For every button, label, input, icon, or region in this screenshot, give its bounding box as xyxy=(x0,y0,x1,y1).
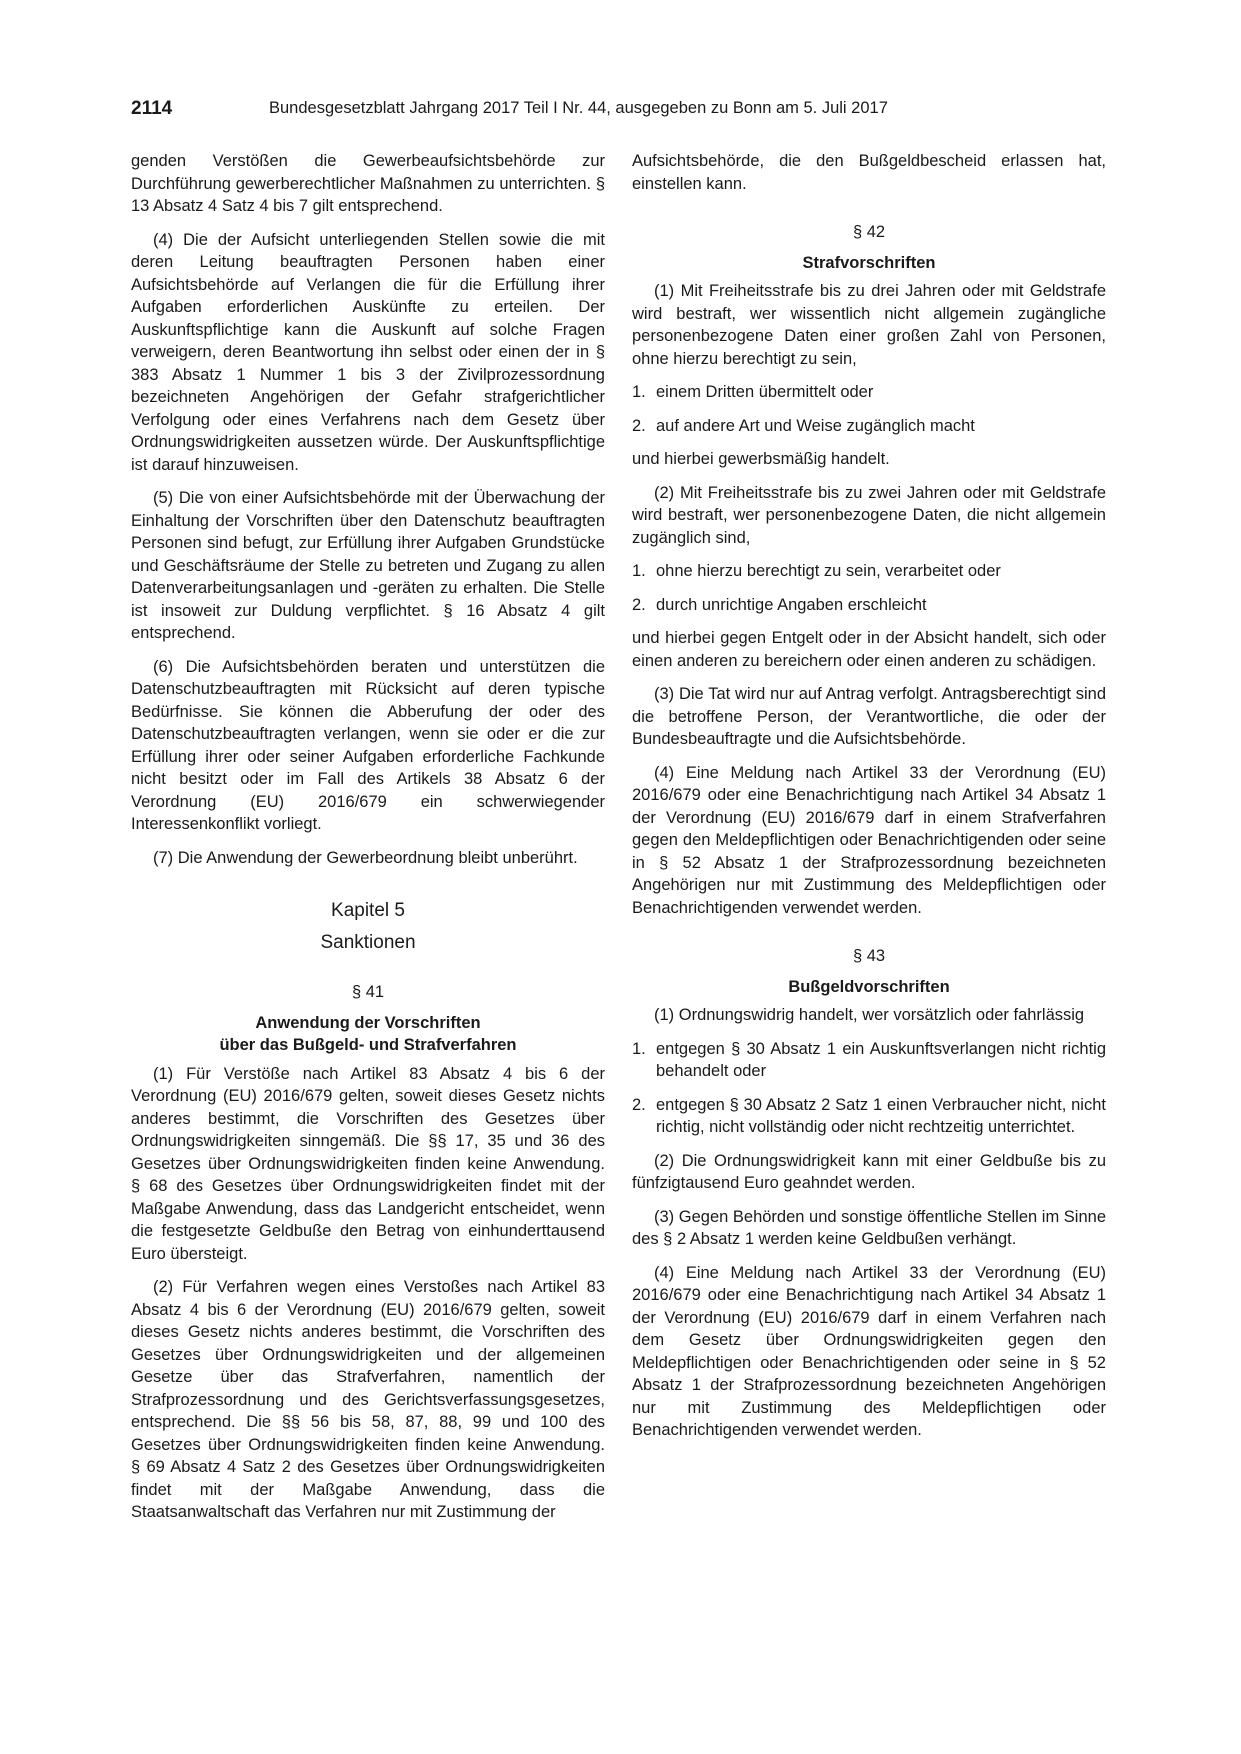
section-43-number: § 43 xyxy=(852,947,886,965)
paragraph-5: (5) Die von einer Aufsichtsbehörde mit der Überwachung der Einhaltung der Vorschriften über den Datenschutz beauftragten Personen sind befugt, zur Erfüllung ihrer Aufgaben Grundstücke und Geschäftsräume der Stelle zu betreten und Zugang zu allen Datenverarbeitungsanlagen und -geräten zu erhalten. Die Stelle ist insoweit zur Duldung verpflichtet. § 16 Absatz 4 gilt entsprechend. xyxy=(131,489,605,642)
paragraph-4: (4) Die der Aufsicht unterliegenden Stellen sowie die mit deren Leitung beauftragten Personen haben einer Aufsichtsbehörde auf Verlangen die für die Erfüllung ihrer Aufgaben erforderlichen Auskünfte zu erteilen. Der Auskunftspflichtige kann die Auskunft auf solche Fragen verweigern, deren Beantwortung ihn selbst oder einen der in § 383 Absatz 1 Nummer 1 bis 3 der Zivilprozessordnung bezeichneten Angehörigen der Gefahr strafgerichtlicher Verfolgung oder eines Verfahrens nach dem Gesetz über Ordnungswidrigkeiten aussetzen würde. Der Auskunftspflichtige ist darauf hinzuweisen. xyxy=(131,230,605,474)
section-42-paragraph-3: (3) Die Tat wird nur auf Antrag verfolgt. Antragsberechtigt sind die betroffene Person, der Verantwortliche, die oder der Bundesbeauftragte und die Aufsichtsbehörde. xyxy=(632,685,1106,748)
list-number: 2. xyxy=(632,1095,646,1114)
page-number: 2114 xyxy=(131,98,173,119)
list-text: entgegen § 30 Absatz 1 ein Auskunftsverlangen nicht richtig behandelt oder xyxy=(656,1039,1106,1080)
paragraph-7: (7) Die Anwendung der Gewerbeordnung bleibt unberührt. xyxy=(153,848,578,867)
section-43-paragraph-1: (1) Ordnungswidrig handelt, wer vorsätzlich oder fahrlässig xyxy=(654,1006,1085,1024)
section-42-paragraph-2-tail: und hierbei gegen Entgelt oder in der Absicht handelt, sich oder einen anderen zu bereichern oder einen anderen zu schädigen. xyxy=(632,629,1106,670)
running-head: Bundesgesetzblatt Jahrgang 2017 Teil I Nr. 44, ausgegeben zu Bonn am 5. Juli 2017 xyxy=(269,99,888,117)
right-column xyxy=(632,150,1106,1442)
section-41-number: § 41 xyxy=(351,983,385,1001)
section-41-title xyxy=(131,1012,605,1057)
section-41-paragraph-2: (2) Für Verfahren wegen eines Verstoßes nach Artikel 83 Absatz 4 bis 6 der Verordnung (EU) 2016/679 gelten, soweit dieses Gesetz nichts anderes bestimmt, die Vorschriften des Gesetzes über Ordnungswidrigkeiten und der allgemeinen Gesetze über das Strafverfahren, namentlich der Strafprozessordnung und des Gerichtsverfassungsgesetzes, entsprechend. Die §§ 56 bis 58, 87, 88, 99 und 100 des Gesetzes über Ordnungswidrigkeiten finden keine Anwendung. § 69 Absatz 4 Satz 2 des Gesetzes über Ordnungswidrigkeiten findet mit der Maßgabe Anwendung, dass die Staatsanwaltschaft das Verfahren nur mit Zustimmung der xyxy=(131,1278,605,1521)
list-item xyxy=(632,1094,1106,1139)
section-42-title: Strafvorschriften xyxy=(802,253,936,272)
left-column xyxy=(131,150,605,1524)
chapter-number: Kapitel 5 xyxy=(331,900,405,921)
section-43-title: Bußgeldvorschriften xyxy=(788,977,950,996)
list-item xyxy=(632,1038,1106,1083)
list-text: einem Dritten übermittelt oder xyxy=(656,383,874,401)
list-number: 2. xyxy=(632,416,646,435)
list-number: 2. xyxy=(632,595,646,614)
page-header xyxy=(131,98,1111,122)
list-number: 1. xyxy=(632,562,646,580)
list-text: durch unrichtige Angaben erschleicht xyxy=(656,595,927,614)
section-41-paragraph-1: (1) Für Verstöße nach Artikel 83 Absatz 4 bis 6 der Verordnung (EU) 2016/679 gelten, soweit dieses Gesetz nichts anderes bestimmt, die Vorschriften des Gesetzes über Ordnungswidrigkeiten sinngemäß. Die §§ 17, 35 und 36 des Gesetzes über Ordnungswidrigkeiten finden keine Anwendung. § 68 des Gesetzes über Ordnungswidrigkeiten findet mit der Maßgabe Anwendung, dass das Landgericht entscheidet, wenn die festgesetzte Geldbuße den Betrag von einhunderttausend Euro übersteigt. xyxy=(131,1064,605,1263)
list-number: 1. xyxy=(632,383,646,401)
list-number: 1. xyxy=(632,1039,646,1058)
continued-paragraph: genden Verstößen die Gewerbeaufsichtsbehörde zur Durchführung gewerberechtlicher Maßnahmen zu unterrichten. § 13 Absatz 4 Satz 4 bis 7 gilt entsprechend. xyxy=(131,152,605,215)
list-item xyxy=(632,415,1106,438)
section-41-title-line-2: über das Bußgeld- und Strafverfahren xyxy=(219,1036,517,1054)
section-42-number: § 42 xyxy=(852,223,886,241)
section-42-paragraph-1-tail: und hierbei gewerbsmäßig handelt. xyxy=(632,450,890,468)
list-item xyxy=(632,381,1106,404)
section-42-paragraph-1: (1) Mit Freiheitsstrafe bis zu drei Jahren oder mit Geldstrafe wird bestraft, wer wissentlich nicht allgemein zugängliche personenbezogene Daten einer großen Zahl von Personen, ohne hierzu berechtigt zu sein, xyxy=(632,282,1106,368)
section-42-paragraph-2: (2) Mit Freiheitsstrafe bis zu zwei Jahren oder mit Geldstrafe wird bestraft, wer personenbezogene Daten, die nicht allgemein zugänglich sind, xyxy=(632,483,1106,547)
chapter-title: Sanktionen xyxy=(320,932,416,953)
list-item xyxy=(632,560,1106,583)
section-43-paragraph-4: (4) Eine Meldung nach Artikel 33 der Verordnung (EU) 2016/679 oder eine Benachrichtigung nach Artikel 34 Absatz 1 der Verordnung (EU) 2016/679 darf in einem Verfahren nach dem Gesetz über Ordnungswidrigkeiten gegen den Meldepflichtigen oder Benachrichtigenden oder seine in § 52 Absatz 1 der Strafprozessordnung bezeichneten Angehörigen nur mit Zustimmung des Meldepflichtigen oder Benachrichtigenden verwendet werden. xyxy=(632,1263,1106,1439)
section-42-paragraph-4: (4) Eine Meldung nach Artikel 33 der Verordnung (EU) 2016/679 oder eine Benachrichtigung nach Artikel 34 Absatz 1 der Verordnung (EU) 2016/679 darf in einem Strafverfahren gegen den Meldepflichtigen oder Benachrichtigenden oder seine in § 52 Absatz 1 der Strafprozessordnung bezeichneten Angehörigen nur mit Zustimmung des Meldepflichtigen oder Benachrichtigenden verwendet werden. xyxy=(632,763,1106,917)
section-41-title-line-1: Anwendung der Vorschriften xyxy=(255,1013,481,1032)
list-text: ohne hierzu berechtigt zu sein, verarbeitet oder xyxy=(656,562,1001,580)
list-text: entgegen § 30 Absatz 2 Satz 1 einen Verbraucher nicht, nicht richtig, nicht vollständig oder nicht rechtzeitig unterrichtet. xyxy=(656,1095,1106,1136)
list-item xyxy=(632,594,1106,617)
list-text: auf andere Art und Weise zugänglich macht xyxy=(656,416,975,435)
paragraph-6: (6) Die Aufsichtsbehörden beraten und unterstützen die Datenschutzbeauftragten mit Rücksicht auf deren typische Bedürfnisse. Sie können die Abberufung der oder des Datenschutzbeauftragten verlangen, wenn sie oder er die zur Erfüllung ihrer oder seiner Aufgaben erforderliche Fachkunde nicht besitzt oder im Fall des Artikels 38 Absatz 6 der Verordnung (EU) 2016/679 ein schwerwiegender Interessenkonflikt vorliegt. xyxy=(131,657,605,833)
section-43-paragraph-3: (3) Gegen Behörden und sonstige öffentliche Stellen im Sinne des § 2 Absatz 1 werden keine Geldbußen verhängt. xyxy=(632,1207,1106,1248)
section-43-paragraph-2: (2) Die Ordnungswidrigkeit kann mit einer Geldbuße bis zu fünfzigtausend Euro geahndet werden. xyxy=(632,1151,1106,1192)
continued-paragraph: Aufsichtsbehörde, die den Bußgeldbescheid erlassen hat, einstellen kann. xyxy=(632,152,1106,193)
